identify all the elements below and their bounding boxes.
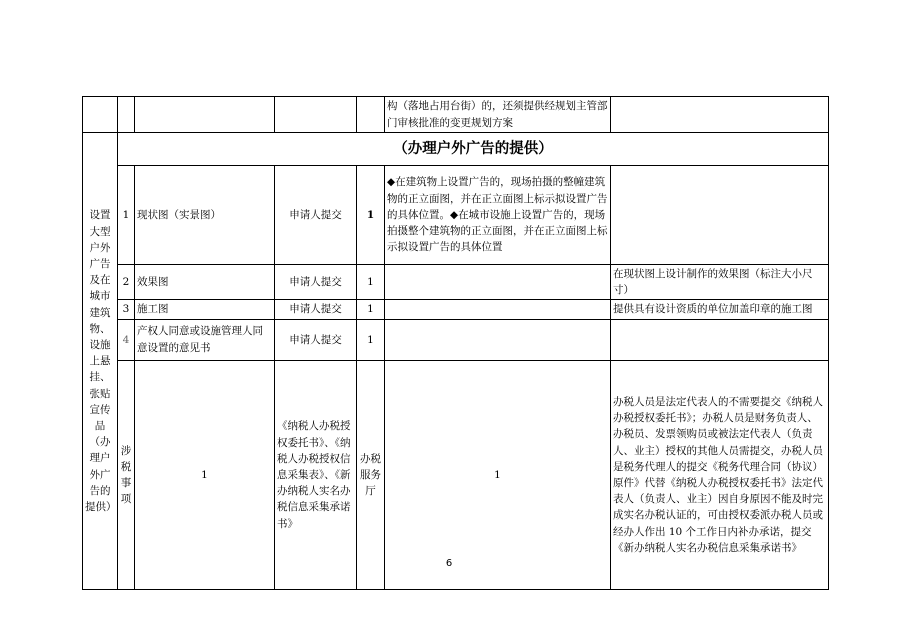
table-row xyxy=(83,97,829,133)
num-cell xyxy=(118,97,135,133)
material-cell: 施工图 xyxy=(135,300,275,319)
copies-cell xyxy=(357,97,385,133)
num-cell: 1 xyxy=(118,166,135,265)
table-row xyxy=(83,300,829,319)
num-cell: 3 xyxy=(118,300,135,319)
requirement-cell xyxy=(385,300,611,319)
table-row xyxy=(83,265,829,300)
source-cell xyxy=(275,97,357,133)
copies-cell: 1 xyxy=(357,319,385,360)
page-number: 6 xyxy=(445,558,453,569)
source-cell: 申请人提交 xyxy=(275,265,357,300)
material-cell: 现状图（实景图） xyxy=(135,166,275,265)
num-cell: 2 xyxy=(118,265,135,300)
source-cell: 申请人提交 xyxy=(275,319,357,360)
material-cell xyxy=(135,97,275,133)
category-ad-cell: 设置大型户外广告及在城市建筑物、设施上悬挂、张贴宣传品（办理户外广告的提供） xyxy=(83,133,118,590)
requirement-cell: 构（落地占用台街）的，还须提供经规划主管部门审核批准的变更规划方案 xyxy=(385,97,611,133)
table-row xyxy=(83,166,829,265)
material-cell: 产权人同意或设施管理人同意设置的意见书 xyxy=(135,319,275,360)
table-row xyxy=(83,319,829,360)
source-cell: 办税服务厅 xyxy=(357,360,385,590)
requirement-cell: 办税人员是法定代表人的不需要提交《纳税人办税授权委托书》；办税人员是财务负责人、办税员、发票领购员或被法定代表人（负责人、业主）授权的其他人员需提交，办税人员是税务代理人的提交《税务代理合同（协议）原件》代替《纳税人办税授权委托书》法定代表人（负责人、业主）因自身原因不能及时完成实名办税认证的，可由授权委派办税人员或经办人作出 10 个工作日内补办承诺，提交《新办纳税人实名办税信息采集承诺书》 xyxy=(611,360,829,590)
requirement-cell: ◆在建筑物上设置广告的，现场拍摄的整幢建筑物的正立面图，并在正立面图上标示拟设置广告的具体位置。◆在城市设施上设置广告的，现场拍摄整个建筑物的正立面图，并在正立面图上标示拟设置广告的具体位置 xyxy=(385,166,611,265)
material-cell: 效果图 xyxy=(135,265,275,300)
category-tax-cell: 涉税事项 xyxy=(118,360,135,590)
source-cell: 申请人提交 xyxy=(275,166,357,265)
num-cell: 4 xyxy=(118,319,135,360)
section-row xyxy=(83,133,829,166)
materials-table xyxy=(82,96,829,590)
note-cell xyxy=(611,319,829,360)
copies-cell: 1 xyxy=(357,265,385,300)
note-cell xyxy=(611,166,829,265)
source-cell: 申请人提交 xyxy=(275,300,357,319)
table-row xyxy=(83,360,829,590)
category-cell xyxy=(83,97,118,133)
note-cell: 在现状图上设计制作的效果图（标注大小尺寸） xyxy=(611,265,829,300)
section-title: （办理户外广告的提供） xyxy=(118,133,829,166)
copies-cell: 1 xyxy=(385,360,611,590)
requirement-cell xyxy=(385,319,611,360)
copies-cell: 1 xyxy=(357,300,385,319)
num-cell: 1 xyxy=(135,360,275,590)
note-cell: 提供具有设计资质的单位加盖印章的施工图 xyxy=(611,300,829,319)
copies-cell: 1 xyxy=(357,166,385,265)
material-cell: 《纳税人办税授权委托书》、《纳税人办税授权信息采集表》、《新办纳税人实名办税信息采集承诺书》 xyxy=(275,360,357,590)
requirement-cell xyxy=(385,265,611,300)
note-cell xyxy=(611,97,829,133)
